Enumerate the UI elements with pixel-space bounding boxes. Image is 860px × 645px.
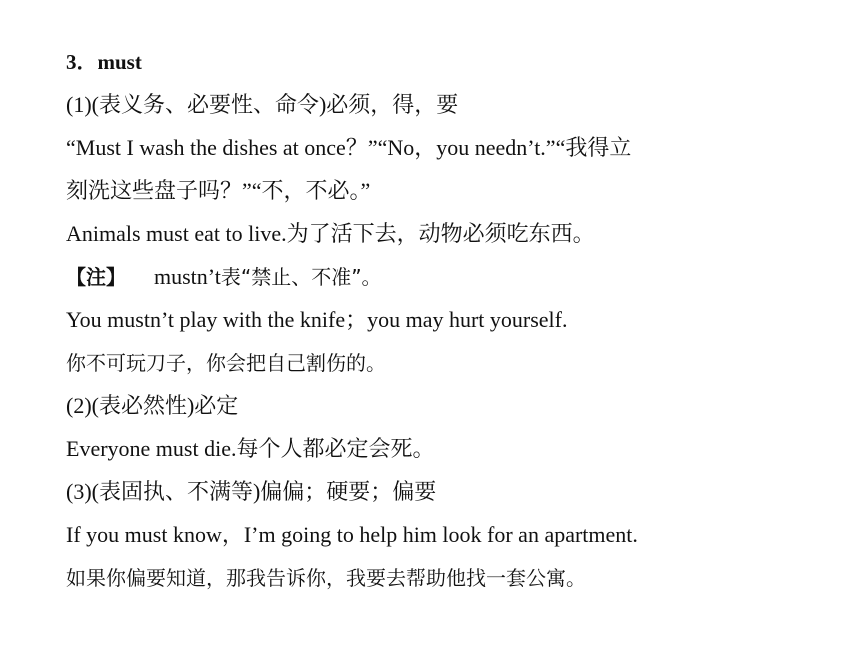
example-5-chinese: 如果你偏要知道，那我告诉你，我要去帮助他找一套公寓。 (66, 566, 586, 590)
note-tag: 【注】 (66, 265, 126, 289)
example-1-line-1: “Must I wash the dishes at once？”“No，you needn’t.”“我得立 (66, 135, 632, 160)
note-keyword: mustn’t (154, 264, 221, 289)
example-1-line-2: 刻洗这些盘子吗？”“不，不必。” (66, 178, 371, 203)
example-5-english: If you must know，I’m going to help him look for an apartment. (66, 522, 638, 547)
note-explanation: 表“禁止、不准”。 (220, 265, 382, 289)
example-3-english: You mustn’t play with the knife；you may hurt yourself. (66, 307, 568, 332)
example-2: Animals must eat to live.为了活下去，动物必须吃东西。 (66, 221, 595, 246)
section-heading: 3．must (66, 50, 142, 74)
example-3-chinese: 你不可玩刀子，你会把自己割伤的。 (66, 351, 386, 375)
sense-3-definition: (3)(表固执、不满等)偏偏；硬要；偏要 (66, 479, 437, 504)
sense-1-definition: (1)(表义务、必要性、命令)必须，得，要 (66, 92, 459, 117)
example-4: Everyone must die.每个人都必定会死。 (66, 436, 435, 461)
note-line (66, 262, 382, 292)
sense-2-definition: (2)(表必然性)必定 (66, 393, 239, 418)
